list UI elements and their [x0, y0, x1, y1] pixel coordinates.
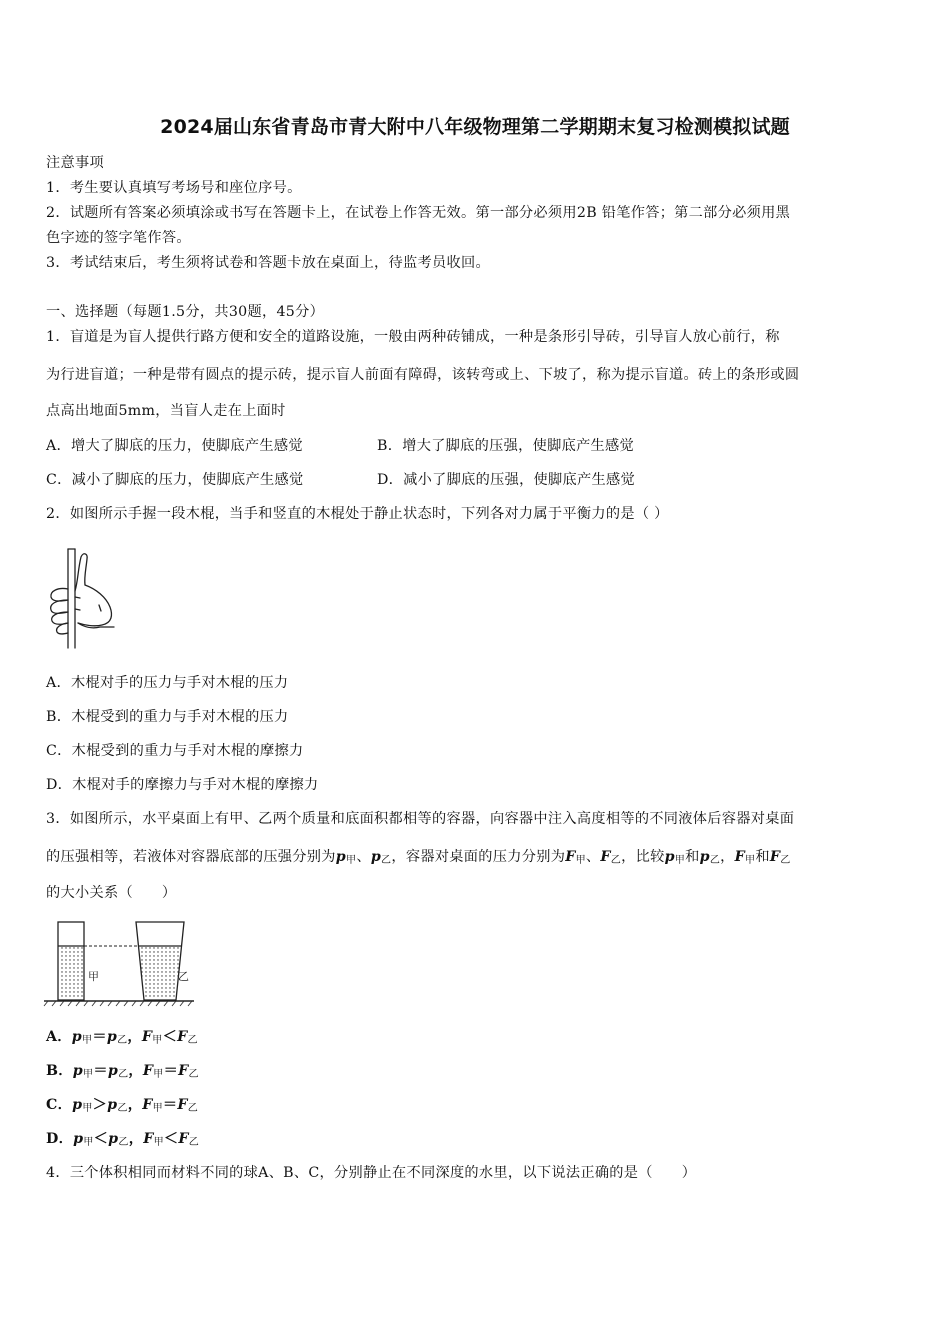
question-2-stem: 2．如图所示手握一段木棍，当手和竖直的木棍处于静止状态时，下列各对力属于平衡力的是（ ）: [46, 506, 669, 522]
question-3-line: 的压强相等，若液体对容器底部的压强分别为$p_甲$、$p_乙$，容器对桌面的压力分别为$F_甲$、$F_乙$，比较$p_甲$和$p_乙$，$F_甲$和$F_乙$: [46, 849, 791, 866]
two-containers-figure: [44, 918, 194, 1008]
question-3-option-c[interactable]: C．$p_甲>p_乙$，$F_甲=F_乙$: [46, 1097, 199, 1114]
question-1-option-b[interactable]: B．增大了脚底的压强，使脚底产生感觉: [377, 438, 635, 454]
notice-item: 3．考试结束后，考生须将试卷和答题卡放在桌面上，待监考员收回。: [46, 255, 490, 271]
notice-heading: 注意事项: [46, 155, 104, 171]
question-3-line: 的大小关系（ ）: [46, 885, 177, 901]
notice-item: 2．试题所有答案必须填涂或书写在答题卡上，在试卷上作答无效。第一部分必须用2B 铅笔作答；第二部分必须用黑: [46, 205, 791, 221]
hand-holding-stick-figure: [44, 545, 116, 650]
page-title: 2024届山东省青岛市青大附中八年级物理第二学期期末复习检测模拟试题: [160, 116, 790, 138]
figure-label-yi: 乙: [178, 970, 189, 983]
notice-item: 1．考生要认真填写考场号和座位序号。: [46, 180, 302, 196]
question-3-line: 3．如图所示，水平桌面上有甲、乙两个质量和底面积都相等的容器，向容器中注入高度相等的不同液体后容器对桌面: [46, 811, 795, 827]
question-2-option-b[interactable]: B．木棍受到的重力与手对木棍的压力: [46, 709, 289, 725]
question-3-option-a[interactable]: A．$p_甲=p_乙$，$F_甲<F_乙$: [46, 1029, 198, 1046]
question-1-line: 1．盲道是为盲人提供行路方便和安全的道路设施，一般由两种砖铺成，一种是条形引导砖，引导盲人放心前行，称: [46, 329, 780, 345]
question-1-option-c[interactable]: C．减小了脚底的压力，使脚底产生感觉: [46, 472, 304, 488]
question-2-option-d[interactable]: D．木棍对手的摩擦力与手对木棍的摩擦力: [46, 777, 319, 793]
section-heading: 一、选择题（每题1.5分，共30题，45分）: [46, 304, 325, 320]
question-1-line: 为行进盲道；一种是带有圆点的提示砖，提示盲人前面有障碍，该转弯或上、下坡了，称为提示盲道。砖上的条形或圆: [46, 367, 800, 383]
question-1-option-a[interactable]: A．增大了脚底的压力，使脚底产生感觉: [46, 438, 303, 454]
notice-item: 色字迹的签字笔作答。: [46, 230, 191, 246]
question-2-option-a[interactable]: A．木棍对手的压力与手对木棍的压力: [46, 675, 289, 691]
question-3-option-d[interactable]: D．$p_甲<p_乙$，$F_甲<F_乙$: [46, 1131, 200, 1148]
question-1-option-d[interactable]: D．减小了脚底的压强，使脚底产生感觉: [377, 472, 635, 488]
question-3-option-b[interactable]: B．$p_甲=p_乙$，$F_甲=F_乙$: [46, 1063, 199, 1080]
question-2-option-c[interactable]: C．木棍受到的重力与手对木棍的摩擦力: [46, 743, 304, 759]
figure-label-jia: 甲: [88, 970, 99, 983]
question-1-line: 点高出地面5mm，当盲人走在上面时: [46, 403, 286, 419]
question-4-stem: 4．三个体积相同而材料不同的球A、B、C，分别静止在不同深度的水里，以下说法正确的是（ ）: [46, 1165, 697, 1181]
